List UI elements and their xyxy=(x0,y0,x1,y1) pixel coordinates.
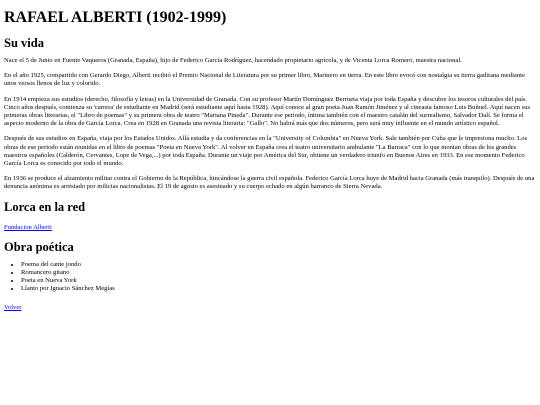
paragraph-premio: En el año 1925, compartido con Gerardo Diego, Alberti recibió el Premio Nacional de Literatura por su primer libro, Marinero en tierra. En este libro evocó con nostalgia su tierra gaditana mediante unos versos llenos de luz y colorido. xyxy=(4,72,525,88)
paragraph-viajes: Después de sus estudios en España, viaja por los Estados Unidos. Allá estudia y da conferencias en la "University of Columbia" en Nueva York. Sale también por Cuba que le impresiona mucho. Los obras de ese periodo están reunidas en el libro de poemas "Poeta en Nueva York". Al volver en España crea el teatro universitario ambulante "La Barraca" con lo que montan obras de los grandes maestros españoles (Calderón, Cervantes, Lope de Vega,...) por toda España. Durante un viaje por América del Sur, obtiene un verdadero triunfo en Buenos Aires en 1933. En ese momento Federico García Lorca es conocido por todo el mundo. xyxy=(4,135,528,168)
list-item: • Llanto por Ignacio Sánchez Megías xyxy=(21,285,536,293)
back-link-line xyxy=(4,301,536,312)
section-heading-su-vida: Su vida xyxy=(4,36,44,50)
section-heading-obra-poetica: Obra poética xyxy=(4,239,74,254)
list-item: • Poema del cante jondo xyxy=(21,261,536,269)
fundacion-alberti-link[interactable]: Fundacion Alberti xyxy=(4,223,52,231)
page-title: RAFAEL ALBERTI (1902-1999) xyxy=(4,9,227,26)
list-item: • Poeta en Nueva York xyxy=(21,277,536,285)
list-item: • Romancero gitano xyxy=(21,269,536,277)
back-link[interactable]: Volver xyxy=(4,303,22,311)
paragraph-estudios: En 1914 empieza sus estudios (derecho, filosofía y letras) en la Universidad de Granada. Con su profesor Martín Domínguez Berrueta viaja por toda España y descubre los tesoros culturales del país. Cinco años después, comienza su 'carrera' de estudiante en Madrid (será estudiante aquí hasta 1928). Aquí conoce al gran poeta Juan Ramón Jiménez y al cineasta famoso Luis Buñuel. Aquí nacen sus primeras obras literarias, el "Libro de poemas" y su primera obra de teatro "Mariana Pineda". Durante ese periodo, íntima también con el maestro catalán del surrealismo, Salvador Dalí. Se forma el aspecto moderno de la obra de García Lorca. Crea en 1928 en Granada una revista literaria: "Gallo". No habrá más que dos números, pero será muy influente en el mundo artístico español. xyxy=(4,95,531,128)
paragraph-guerra: En 1936 se produce el alzamiento militar contra el Gobierno de la República, hincándose la guerra civil española. Federico García Lorca huye de Madrid hacia Granada (más tranquilo). Después de una denuncia anónima es arrestado por milicias nacionalistas. El 19 de agosto es asesinado y su cuerpo echado en algún barranco de Sierra Nevada. xyxy=(4,175,535,191)
paragraph-birth: Nace el 5 de Junio en Fuente Vaqueros (Granada, España), hijo de Federico García Rodríguez, hacendado propietario agrícola, y de Vicenta Lorca Romero, maestra nacional. xyxy=(4,57,462,64)
fundacion-link-line xyxy=(4,221,536,232)
section-heading-lorca-red: Lorca en la red xyxy=(4,199,86,214)
obra-list xyxy=(4,261,536,293)
